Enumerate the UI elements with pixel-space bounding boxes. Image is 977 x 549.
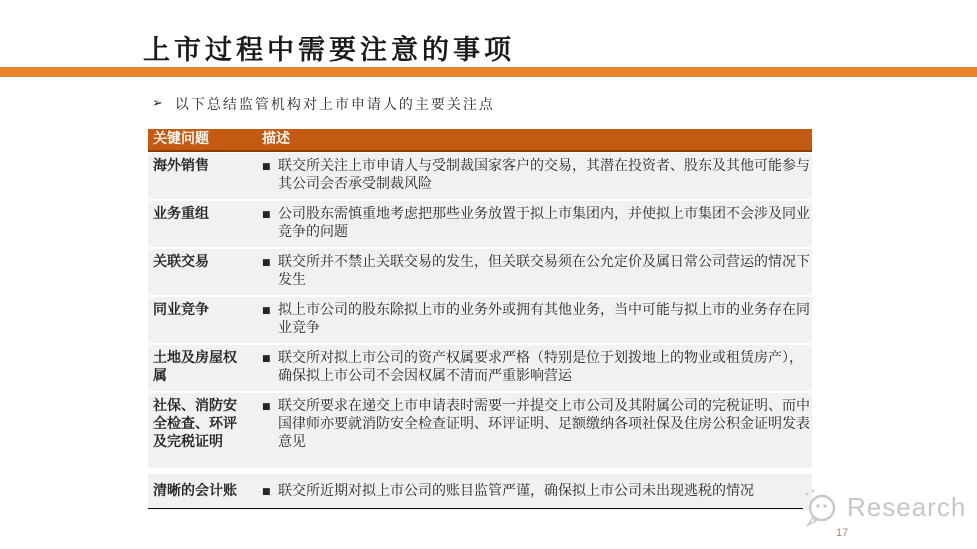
page-title: 上市过程中需要注意的事项: [143, 35, 515, 65]
description-text: 联交所并不禁止关联交易的发生，但关联交易须在公允定价及属日常公司营运的情况下发生: [278, 255, 810, 288]
column-header-description: 描述: [262, 132, 290, 147]
table-row: [148, 201, 812, 247]
square-bullet-icon: ■: [262, 162, 271, 172]
square-bullet-icon: ■: [262, 402, 271, 412]
description-text: 公司股东需慎重地考虑把那些业务放置于拟上市集团内，并使拟上市集团不会涉及同业竞争的问题: [278, 207, 810, 240]
table-row: [148, 249, 812, 295]
key-issue-cell: 关联交易: [153, 255, 209, 270]
description-cell: [262, 158, 812, 194]
square-bullet-icon: ■: [262, 258, 271, 268]
description-text: 联交所要求在递交上市申请表时需要一并提交上市公司及其附属公司的完税证明、而中国律师亦要就消防安全检查证明、环评证明、足额缴纳各项社保及住房公积金证明发表意见: [278, 399, 810, 450]
key-issues-table: [148, 129, 812, 512]
key-issue-cell: 同业竞争: [153, 303, 209, 318]
column-header-key-issue: 关键问题: [153, 132, 209, 147]
description-cell: [262, 483, 812, 501]
page-number: 17: [836, 527, 849, 539]
accent-bar-divider: [0, 67, 977, 77]
logo-text: Research: [847, 492, 967, 522]
table-row: [148, 153, 812, 199]
description-cell: [262, 206, 812, 242]
description-text: 联交所对拟上市公司的资产权属要求严格（特别是位于划拨地上的物业或租赁房产），确保拟上市公司不会因权属不清而严重影响营运: [278, 351, 803, 384]
square-bullet-icon: ■: [262, 306, 271, 316]
intro-bullet-line: [152, 94, 495, 114]
square-bullet-icon: ■: [262, 354, 271, 364]
table-row: [148, 297, 812, 343]
description-cell: [262, 398, 812, 452]
key-issue-cell: 海外销售: [153, 159, 209, 174]
description-cell: [262, 350, 812, 386]
table-body: [148, 153, 812, 510]
key-issue-cell: 清晰的会计账: [153, 484, 237, 499]
key-issue-cell: 土地及房屋权属: [153, 351, 237, 384]
description-text: 联交所关注上市申请人与受制裁国家客户的交易，其潜在投资者、股东及其他可能参与其公司会否承受制裁风险: [278, 159, 810, 192]
table-row: [148, 474, 812, 510]
description-cell: [262, 302, 812, 338]
research-logo: [797, 486, 966, 532]
footer-divider-line: [148, 508, 803, 509]
key-issue-cell: 业务重组: [153, 207, 209, 222]
square-bullet-icon: ■: [262, 210, 271, 220]
key-issue-cell: 社保、消防安全检查、环评及完税证明: [153, 399, 237, 450]
square-bullet-icon: ■: [262, 487, 271, 497]
description-text: 拟上市公司的股东除拟上市的业务外或拥有其他业务，当中可能与拟上市的业务存在同业竞争: [278, 303, 810, 336]
table-row: [148, 345, 812, 391]
table-header-row: [148, 129, 812, 152]
intro-bullet-text: 以下总结监管机构对上市申请人的主要关注点: [174, 98, 495, 113]
arrowhead-bullet-icon: ➢: [152, 95, 163, 110]
magnifier-face-icon: [797, 486, 843, 532]
description-cell: [262, 254, 812, 290]
description-text: 联交所近期对拟上市公司的账目监管严谨，确保拟上市公司未出现逃税的情况: [278, 484, 754, 499]
table-row: [148, 393, 812, 468]
